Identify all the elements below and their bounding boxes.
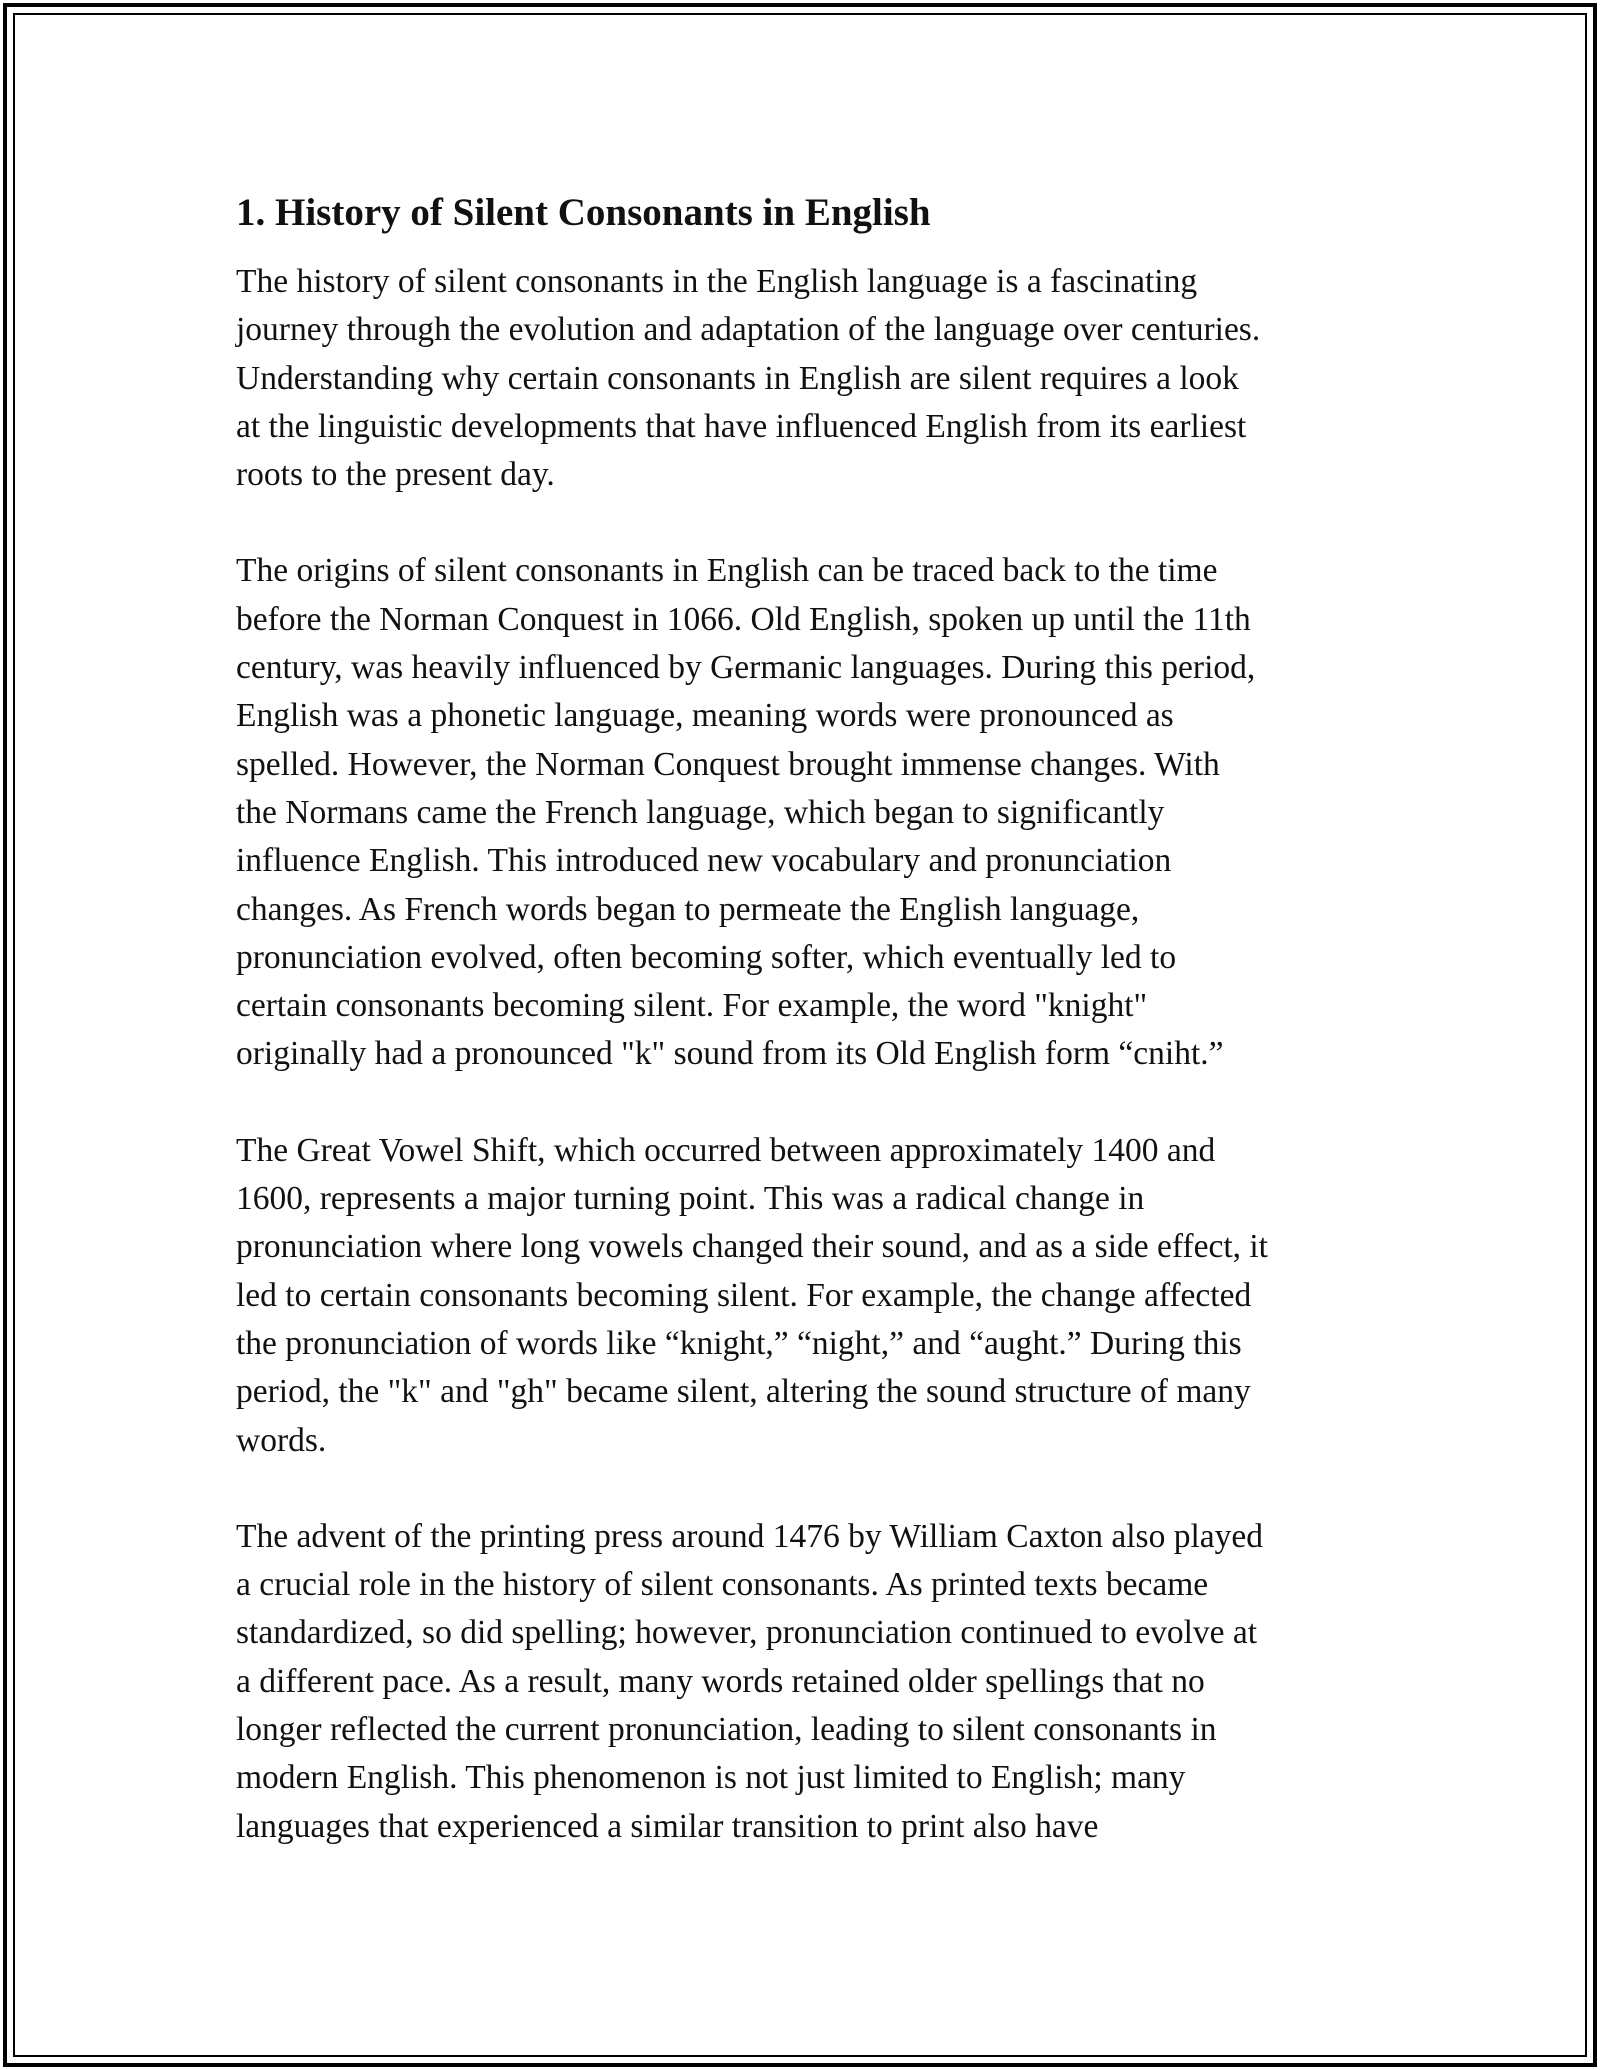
paragraph-norman-conquest: The origins of silent consonants in English can be traced back to the time before the Norman Conquest in 1066. Old English, spoken up until the 11th century, was heavily influenced by Germanic languages. During this period, English was a phonetic language, meaning words were pronounced as spelled. However, the Norman Conquest brought immense changes. With the Normans came the French language, which began to significantly influence English. This introduced new vocabulary and pronunciation changes. As French words began to permeate the English language, pronunciation evolved, often becoming softer, which eventually led to certain consonants becoming silent. For example, the word "knight" originally had a pronounced "k" sound from its Old English form “cniht.” <box>236 552 1256 1073</box>
paragraph-great-vowel-shift: The Great Vowel Shift, which occurred between approximately 1400 and 1600, represents a major turning point. This was a radical change in pronunciation where long vowels changed their sound, and as a side effect, it led to certain consonants becoming silent. For example, the change affected the pronunciation of words like “knight,” “night,” and “aught.” During this period, the "k" and "gh" became silent, altering the sound structure of many words. <box>236 1131 1268 1459</box>
paragraph-printing-press: The advent of the printing press around 1476 by William Caxton also played a crucial role in the history of silent consonants. As printed texts became standardized, so did spelling; however, pronunciation continued to evolve at a different pace. As a result, many words retained older spellings that no longer reflected the current pronunciation, leading to silent consonants in modern English. This phenomenon is not just limited to English; many languages that experienced a similar transition to print also have <box>236 1517 1264 1845</box>
section-heading: 1. History of Silent Consonants in English <box>236 191 931 234</box>
paragraph-introduction: The history of silent consonants in the English language is a fascinating journey through the evolution and adaptation of the language over centuries. Understanding why certain consonants in English are silent requires a look at the linguistic developments that have influenced English from its earliest roots to the present day. <box>236 263 1261 494</box>
document-body <box>236 186 1376 1851</box>
